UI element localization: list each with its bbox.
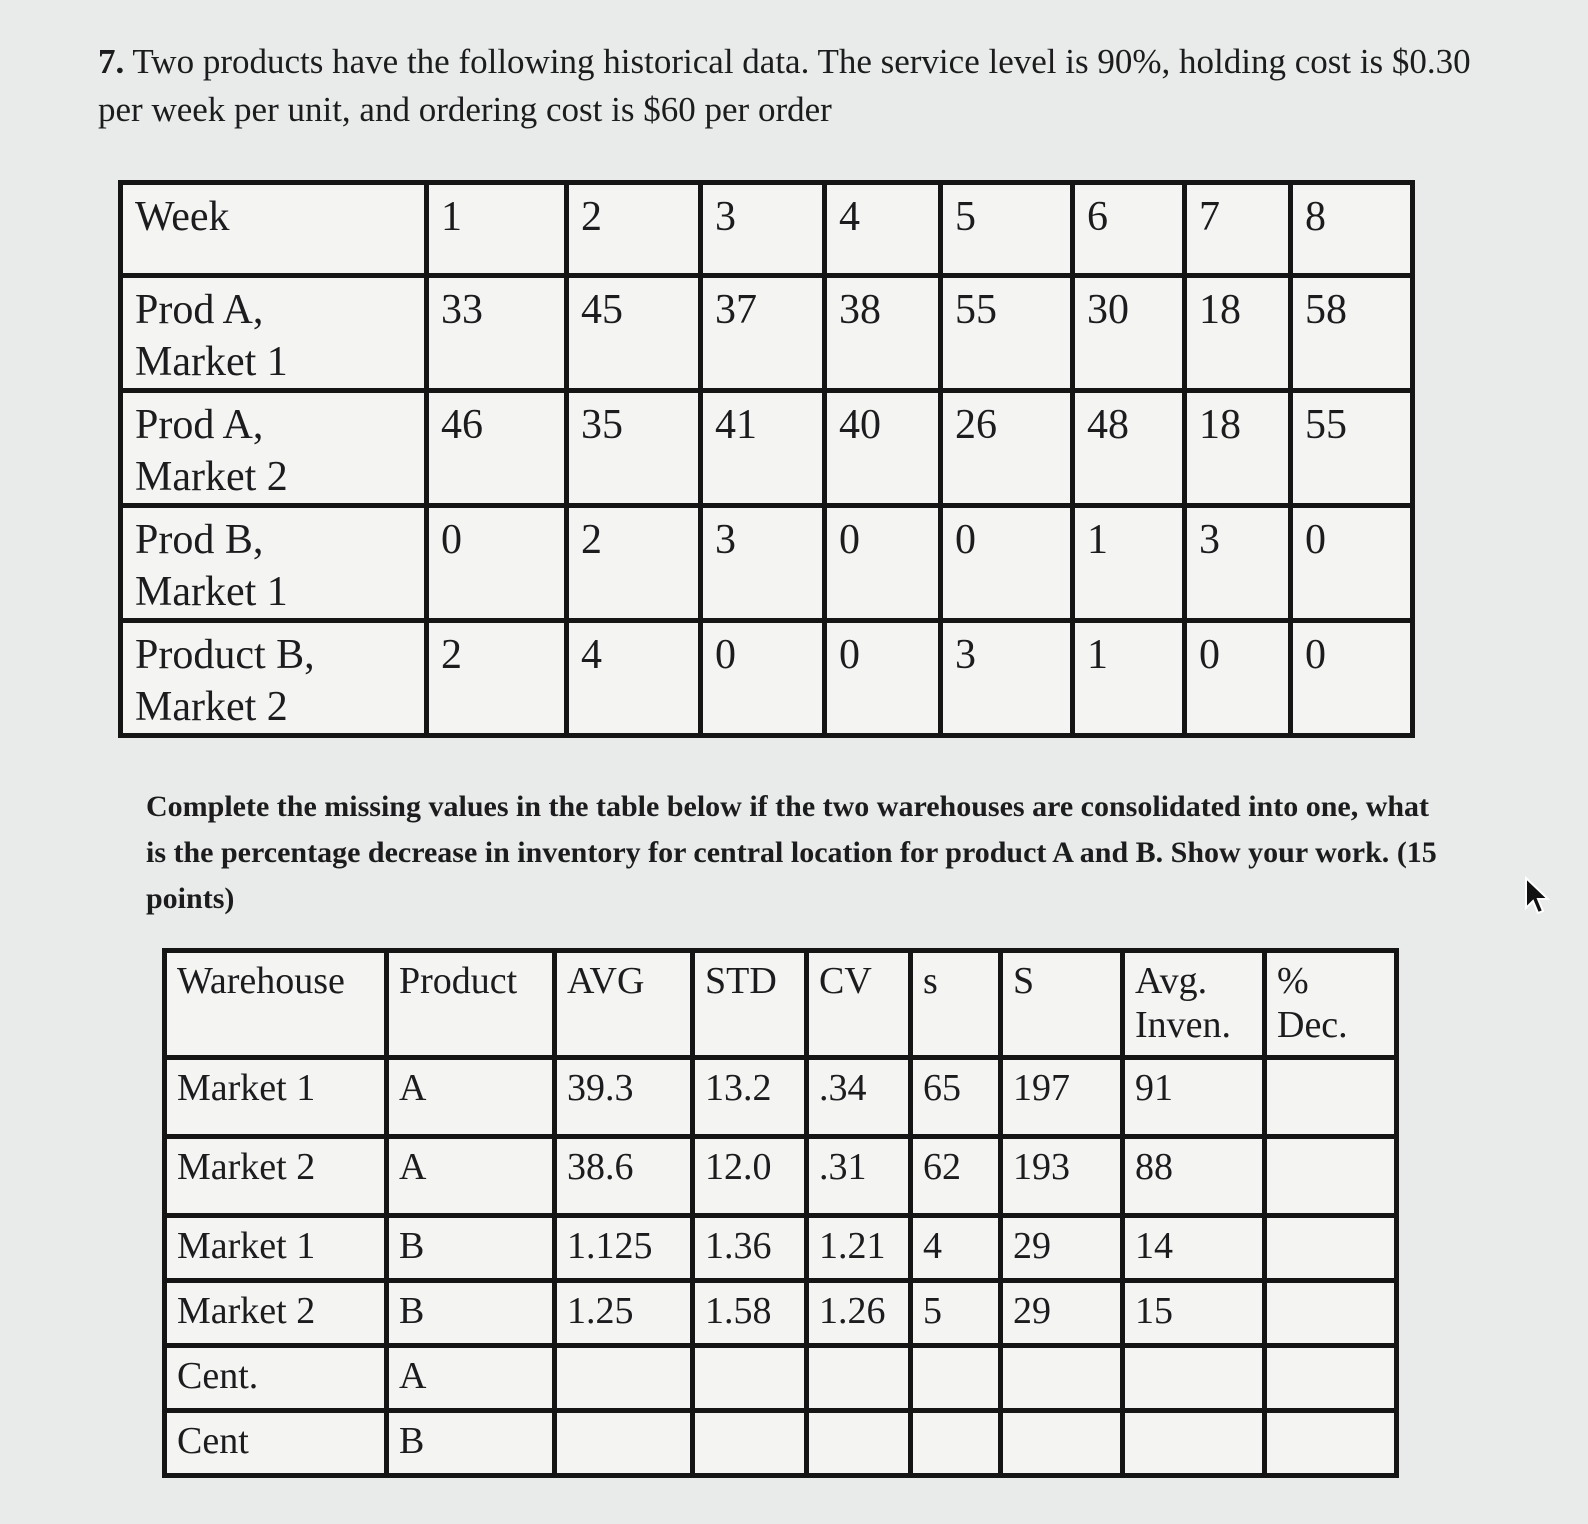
- mouse-pointer-icon: [1522, 876, 1552, 916]
- product-cell: A: [387, 1346, 555, 1411]
- product-cell: A: [387, 1058, 555, 1137]
- data-cell: 0: [825, 506, 941, 621]
- cv-cell: 1.21: [807, 1216, 911, 1281]
- std-cell: 12.0: [693, 1137, 807, 1216]
- big-s-cell: 29: [1001, 1216, 1123, 1281]
- row-label-line: Market 2: [135, 684, 288, 730]
- header-line: Avg.: [1135, 960, 1208, 1002]
- header-line: Inven.: [1135, 1004, 1232, 1046]
- small-s-cell: 5: [911, 1281, 1001, 1346]
- instructions-text: [146, 784, 1446, 922]
- product-cell: A: [387, 1137, 555, 1216]
- data-cell: 1: [1073, 506, 1185, 621]
- data-cell: 0: [1291, 621, 1413, 736]
- header-avg-inven: [1123, 951, 1265, 1058]
- header-product: Product: [387, 951, 555, 1058]
- small-s-cell: 65: [911, 1058, 1001, 1137]
- data-cell: 33: [427, 276, 567, 391]
- week-header-label: Week: [121, 183, 427, 276]
- header-row: [165, 951, 1397, 1058]
- product-cell: B: [387, 1411, 555, 1476]
- big-s-cell[interactable]: [1001, 1411, 1123, 1476]
- small-s-cell: 62: [911, 1137, 1001, 1216]
- row-label: [121, 621, 427, 736]
- avg-inven-cell: 15: [1123, 1281, 1265, 1346]
- avg-cell: 1.125: [555, 1216, 693, 1281]
- question-number: 7.: [98, 42, 125, 81]
- std-cell: 1.58: [693, 1281, 807, 1346]
- data-cell: 48: [1073, 391, 1185, 506]
- avg-inven-cell[interactable]: [1123, 1346, 1265, 1411]
- table-row: [121, 276, 1413, 391]
- data-cell: 3: [1185, 506, 1291, 621]
- data-cell: 55: [1291, 391, 1413, 506]
- warehouse-cell: Market 1: [165, 1058, 387, 1137]
- data-cell: 3: [941, 621, 1073, 736]
- avg-inven-cell: 14: [1123, 1216, 1265, 1281]
- row-label-line: Prod A,: [135, 402, 264, 448]
- avg-cell: 1.25: [555, 1281, 693, 1346]
- row-label-line: Product B,: [135, 632, 315, 678]
- week-cell: 2: [567, 183, 701, 276]
- data-cell: 30: [1073, 276, 1185, 391]
- cv-cell[interactable]: [807, 1411, 911, 1476]
- data-cell: 26: [941, 391, 1073, 506]
- header-big-s: S: [1001, 951, 1123, 1058]
- table-row: [165, 1411, 1397, 1476]
- warehouse-cell: Market 2: [165, 1281, 387, 1346]
- data-cell: 4: [567, 621, 701, 736]
- row-label: [121, 276, 427, 391]
- big-s-cell[interactable]: [1001, 1346, 1123, 1411]
- data-cell: 45: [567, 276, 701, 391]
- pct-dec-cell[interactable]: [1265, 1411, 1397, 1476]
- avg-inven-cell: 88: [1123, 1137, 1265, 1216]
- data-cell: 38: [825, 276, 941, 391]
- data-cell: 41: [701, 391, 825, 506]
- table-row: [165, 1281, 1397, 1346]
- row-label-line: Market 2: [135, 454, 288, 500]
- data-cell: 3: [701, 506, 825, 621]
- row-label-line: Prod B,: [135, 517, 264, 563]
- week-header-row: [121, 183, 1413, 276]
- table-row: [165, 1137, 1397, 1216]
- std-cell[interactable]: [693, 1346, 807, 1411]
- big-s-cell: 193: [1001, 1137, 1123, 1216]
- week-cell: 8: [1291, 183, 1413, 276]
- header-small-s: s: [911, 951, 1001, 1058]
- table-row: [121, 391, 1413, 506]
- data-cell: 35: [567, 391, 701, 506]
- warehouse-cell: Market 1: [165, 1216, 387, 1281]
- data-cell: 0: [825, 621, 941, 736]
- data-cell: 55: [941, 276, 1073, 391]
- data-cell: 46: [427, 391, 567, 506]
- row-label: [121, 506, 427, 621]
- avg-inven-cell[interactable]: [1123, 1411, 1265, 1476]
- week-cell: 7: [1185, 183, 1291, 276]
- data-cell: 18: [1185, 276, 1291, 391]
- table-row: [165, 1058, 1397, 1137]
- missing-values-table: [162, 948, 1399, 1478]
- pct-dec-cell[interactable]: [1265, 1058, 1397, 1137]
- data-cell: 37: [701, 276, 825, 391]
- row-label: [121, 391, 427, 506]
- week-cell: 1: [427, 183, 567, 276]
- table-row: [165, 1346, 1397, 1411]
- header-std: STD: [693, 951, 807, 1058]
- big-s-cell: 197: [1001, 1058, 1123, 1137]
- cv-cell: .34: [807, 1058, 911, 1137]
- header-warehouse: Warehouse: [165, 951, 387, 1058]
- week-cell: 4: [825, 183, 941, 276]
- avg-cell[interactable]: [555, 1346, 693, 1411]
- warehouse-cell: Cent.: [165, 1346, 387, 1411]
- std-cell: 13.2: [693, 1058, 807, 1137]
- week-cell: 5: [941, 183, 1073, 276]
- question-body: Two products have the following historical data. The service level is 90%, holding cost is $0.30 per week per unit, and ordering cost is $60 per order: [98, 42, 1471, 129]
- data-cell: 0: [1291, 506, 1413, 621]
- table-row: [121, 621, 1413, 736]
- cv-cell[interactable]: [807, 1346, 911, 1411]
- historical-data-table: [118, 180, 1415, 738]
- data-cell: 40: [825, 391, 941, 506]
- data-cell: 1: [1073, 621, 1185, 736]
- std-cell[interactable]: [693, 1411, 807, 1476]
- data-cell: 2: [427, 621, 567, 736]
- pct-dec-cell[interactable]: [1265, 1281, 1397, 1346]
- data-cell: 2: [567, 506, 701, 621]
- header-line: %: [1277, 960, 1309, 1002]
- product-cell: B: [387, 1216, 555, 1281]
- row-label-line: Market 1: [135, 569, 288, 615]
- avg-cell: 39.3: [555, 1058, 693, 1137]
- week-cell: 3: [701, 183, 825, 276]
- row-label-line: Market 1: [135, 339, 288, 385]
- pct-dec-cell[interactable]: [1265, 1137, 1397, 1216]
- product-cell: B: [387, 1281, 555, 1346]
- question-text: [98, 38, 1498, 134]
- big-s-cell: 29: [1001, 1281, 1123, 1346]
- data-cell: 0: [1185, 621, 1291, 736]
- cv-cell: .31: [807, 1137, 911, 1216]
- data-cell: 58: [1291, 276, 1413, 391]
- cv-cell: 1.26: [807, 1281, 911, 1346]
- small-s-cell[interactable]: [911, 1411, 1001, 1476]
- pct-dec-cell[interactable]: [1265, 1216, 1397, 1281]
- avg-inven-cell: 91: [1123, 1058, 1265, 1137]
- row-label-line: Prod A,: [135, 287, 264, 333]
- points-label: (15 points): [146, 836, 1437, 915]
- warehouse-cell: Market 2: [165, 1137, 387, 1216]
- header-avg: AVG: [555, 951, 693, 1058]
- header-line: Dec.: [1277, 1004, 1348, 1046]
- pct-dec-cell[interactable]: [1265, 1346, 1397, 1411]
- small-s-cell[interactable]: [911, 1346, 1001, 1411]
- header-cv: CV: [807, 951, 911, 1058]
- data-cell: 0: [701, 621, 825, 736]
- std-cell: 1.36: [693, 1216, 807, 1281]
- table-row: [165, 1216, 1397, 1281]
- table-row: [121, 506, 1413, 621]
- data-cell: 0: [941, 506, 1073, 621]
- small-s-cell: 4: [911, 1216, 1001, 1281]
- data-cell: 0: [427, 506, 567, 621]
- header-pct-dec: [1265, 951, 1397, 1058]
- data-cell: 18: [1185, 391, 1291, 506]
- warehouse-cell: Cent: [165, 1411, 387, 1476]
- week-cell: 6: [1073, 183, 1185, 276]
- instructions-body: Complete the missing values in the table below if the two warehouses are consolidated into one, what is the percentage decrease in inventory for central location for product A and B. Show your work.: [146, 790, 1430, 869]
- avg-cell: 38.6: [555, 1137, 693, 1216]
- avg-cell[interactable]: [555, 1411, 693, 1476]
